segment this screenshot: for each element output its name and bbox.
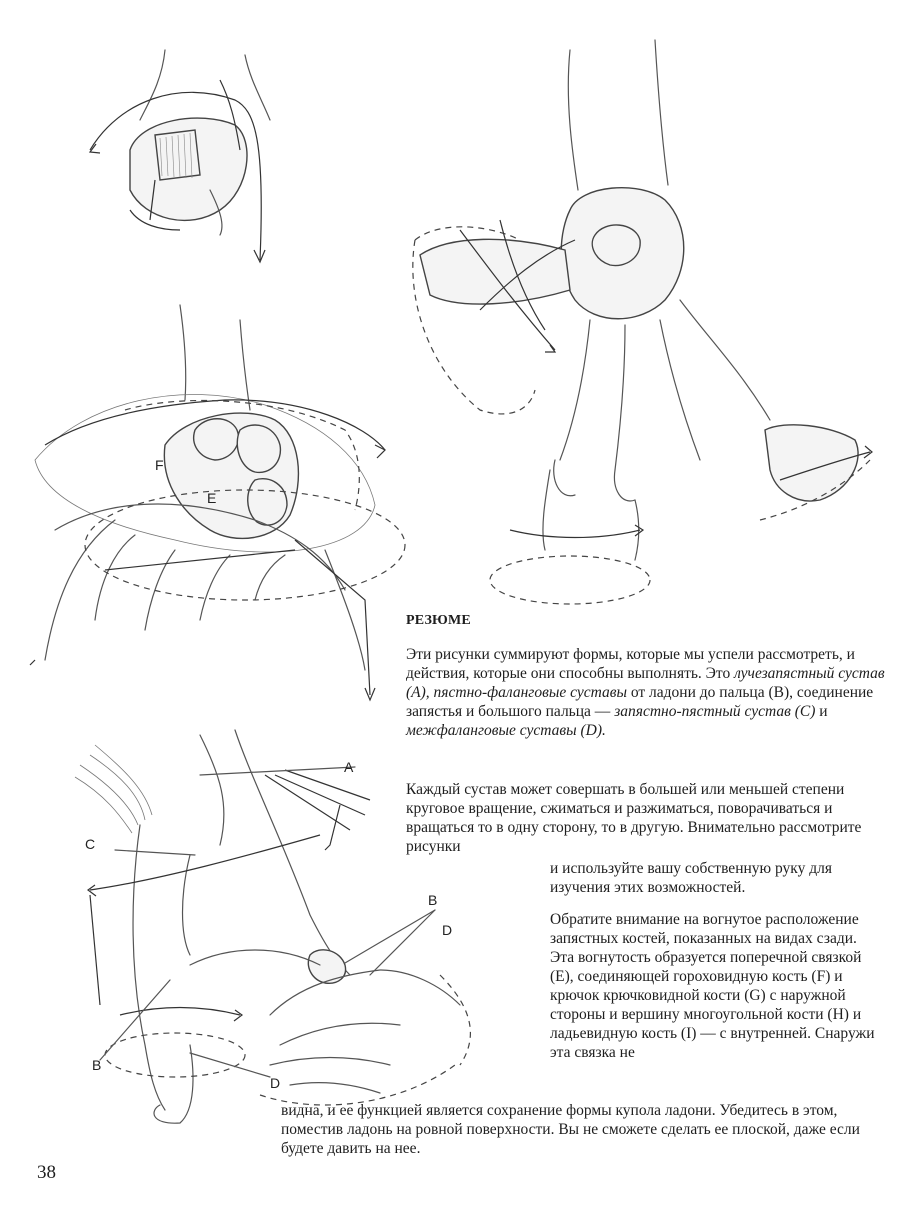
- figure-hand-joints: [20, 715, 520, 1125]
- page-number: 38: [37, 1162, 56, 1183]
- hand-joints-drawing: [20, 715, 520, 1125]
- hand-label-c: C: [85, 836, 96, 852]
- wrist-rotation-drawing: [70, 40, 290, 280]
- figure-palm-carpal-arch: [25, 300, 405, 720]
- summary-paragraph-2-continued: и используйте вашу собственную руку для изучения этих возможностей.: [550, 860, 832, 896]
- wrist-bones-drawing: [400, 40, 890, 610]
- summary-paragraph-2: Каждый сустав может совершать в большей или меньшей степени круговое вращение, сжиматься и разжиматься, поворачиваться и вращаться то в одну сторону, то в другую. Внимательно рассмотрите рисунки: [406, 781, 862, 855]
- palm-label-e: E: [207, 490, 217, 506]
- hand-label-b-bottom: B: [92, 1057, 102, 1073]
- hand-label-d-bottom: D: [270, 1075, 281, 1091]
- summary-paragraph-3: Обратите внимание на вогнутое расположение запястных костей, показанных на видах сзади. Эта вогнутость образуется поперечной связкой (E), соединяющей гороховидную кость (F) и крючок крючковидной кости (G) с наружной стороны и вершину многоугольной кости (H) и ладьевидную кость (I) — с внутренней. Снаружи эта связка не: [550, 911, 875, 1061]
- palm-label-f: F: [155, 457, 164, 473]
- palm-arch-drawing: [25, 300, 405, 720]
- hand-label-b-top: B: [428, 892, 438, 908]
- summary-paragraph-1: Эти рисунки суммируют формы, которые мы успели рассмотреть, и действия, которые они способны выполнять. Это лучезапястный сустав (A), пястно-фаланговые суставы от ладони до пальца (B), соединение запястья и большого пальца — запястно-пястный сустав (C) и межфаланговые суставы (D).: [406, 646, 885, 739]
- section-heading: РЕЗЮМЕ: [406, 613, 471, 628]
- figure-wrist-bones-rotation: [400, 40, 890, 610]
- figure-wrist-rotation: [70, 40, 290, 280]
- hand-label-d-right: D: [442, 922, 453, 938]
- hand-label-a: A: [344, 759, 354, 775]
- summary-paragraph-3-continued: видна, и ее функцией является сохранение формы купола ладони. Убедитесь в этом, поместив ладонь на ровной поверхности. Вы не сможете сделать ее плоской, даже если будете давить на нее.: [281, 1102, 860, 1157]
